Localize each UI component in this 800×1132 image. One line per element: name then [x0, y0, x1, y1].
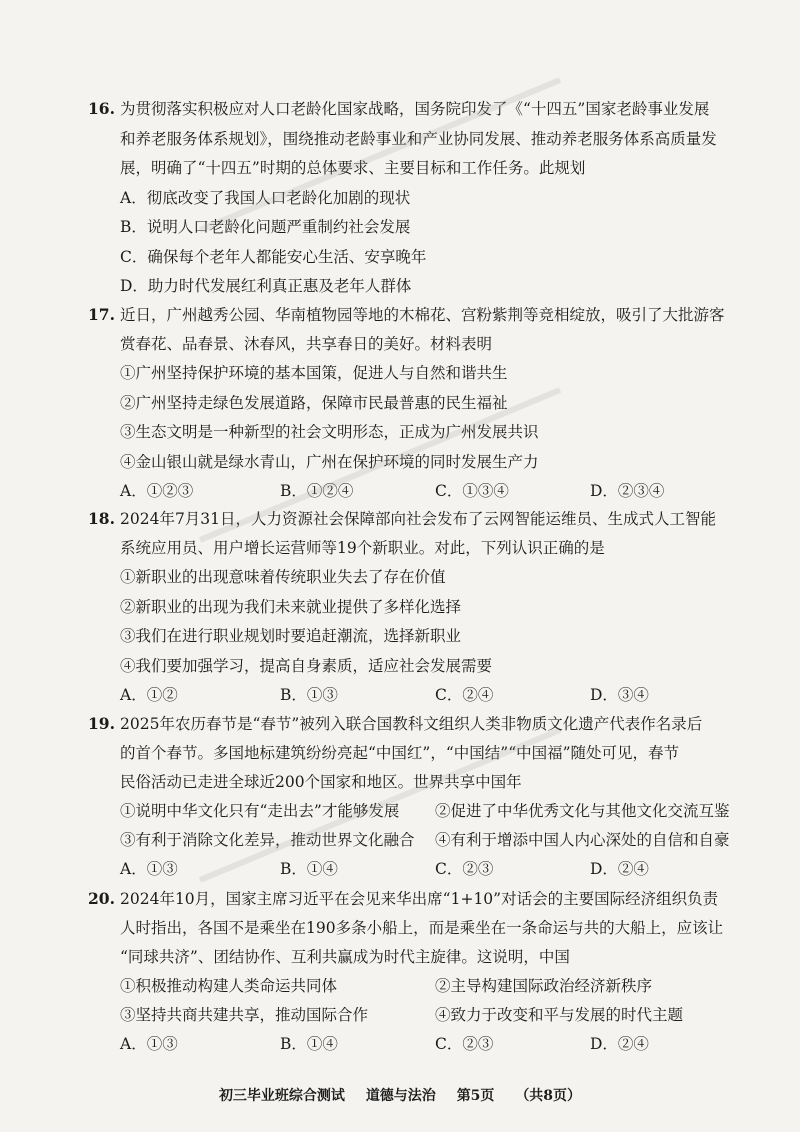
question-stem-line: 民俗活动已走进全球近200个国家和地区。世界共享中国年 — [120, 773, 522, 791]
exam-title: 初三毕业班综合测试 — [218, 1088, 345, 1104]
question-stem-line: 展，明确了“十四五”时期的总体要求、主要目标和工作任务。此规划 — [120, 159, 586, 177]
answer-choice: B．①③ — [280, 686, 338, 704]
answer-choice: D．②④ — [590, 860, 649, 878]
answer-option: B．说明人口老龄化问题严重制约社会发展 — [120, 218, 411, 236]
question-stem-line: 2024年10月，国家主席习近平在会见来华出席“1+10”对话会的主要国际经济组织负责 — [120, 890, 719, 908]
question-stem-line: 为贯彻落实积极应对人口老龄化国家战略，国务院印发了《“十四五”国家老龄事业发展 — [120, 100, 710, 118]
page-footer — [0, 1085, 800, 1105]
page-number: 第5页 — [456, 1088, 495, 1104]
statement-item: ③有利于消除文化差异，推动世界文化融合 — [120, 831, 415, 849]
statement-item: ②广州坚持走绿色发展道路，保障市民最普惠的民生福祉 — [120, 394, 508, 412]
question-number: 18. — [88, 509, 115, 528]
statement-item: ③生态文明是一种新型的社会文明形态，正成为广州发展共识 — [120, 423, 539, 441]
statement-item: ④有利于增添中国人内心深处的自信和自豪 — [435, 831, 730, 849]
question-number: 20. — [88, 889, 115, 908]
question-stem-line: 人时指出，各国不是乘坐在190多条小船上，而是乘坐在一条命运与共的大船上，应该让 — [120, 919, 724, 937]
statement-item: ②促进了中华优秀文化与其他文化交流互鉴 — [435, 802, 730, 820]
answer-choice: D．②③④ — [590, 482, 665, 500]
statement-item: ④金山银山就是绿水青山，广州在保护环境的同时发展生产力 — [120, 453, 539, 471]
statement-item: ③坚持共商共建共享，推动国际合作 — [120, 1006, 369, 1024]
answer-choice: A．①②③ — [120, 482, 194, 500]
answer-choice: D．③④ — [590, 686, 649, 704]
statement-item: ③我们在进行职业规划时要追赶潮流，选择新职业 — [120, 627, 462, 645]
answer-choice: A．①③ — [120, 1035, 178, 1053]
statement-item: ①广州坚持保护环境的基本国策，促进人与自然和谐共生 — [120, 364, 508, 382]
answer-choice: A．①② — [120, 686, 178, 704]
statement-item: ①新职业的出现意味着传统职业失去了存在价值 — [120, 568, 446, 586]
question-stem-line: 近日，广州越秀公园、华南植物园等地的木棉花、宫粉紫荆等竞相绽放，吸引了大批游客 — [120, 306, 725, 324]
question-stem-line: “同球共济”、团结协作、互利共赢成为时代主旋律。这说明，中国 — [120, 948, 570, 966]
answer-choice: A．①③ — [120, 860, 178, 878]
answer-choice: B．①②④ — [280, 482, 354, 500]
question-number: 16. — [88, 99, 115, 118]
statement-item: ④致力于改变和平与发展的时代主题 — [435, 1006, 684, 1024]
page-total: （共8页） — [515, 1088, 582, 1104]
statement-item: ①积极推动构建人类命运共同体 — [120, 977, 338, 995]
question-stem-line: 的首个春节。多国地标建筑纷纷亮起“中国红”，“中国结”“中国福”随处可见，春节 — [120, 744, 680, 762]
statement-item: ②主导构建国际政治经济新秩序 — [435, 977, 653, 995]
question-number: 19. — [88, 714, 115, 733]
answer-option: D．助力时代发展红利真正惠及老年人群体 — [120, 277, 412, 295]
question-stem-line: 2025年农历春节是“春节”被列入联合国教科文组织人类非物质文化遗产代表作名录后 — [120, 715, 703, 733]
answer-choice: C．②③ — [435, 860, 494, 878]
answer-choice: C．②③ — [435, 1035, 494, 1053]
answer-choice: B．①④ — [280, 860, 338, 878]
answer-choice: C．①③④ — [435, 482, 509, 500]
answer-option: C．确保每个老年人都能安心生活、安享晚年 — [120, 248, 427, 266]
question-stem-line: 和养老服务体系规划》，围绕推动老龄事业和产业协同发展、推动养老服务体系高质量发 — [120, 130, 717, 148]
answer-choice: C．②④ — [435, 686, 494, 704]
question-stem-line: 2024年7月31日，人力资源社会保障部向社会发布了云网智能运维员、生成式人工智能 — [120, 510, 717, 528]
statement-item: ②新职业的出现为我们未来就业提供了多样化选择 — [120, 598, 462, 616]
answer-choice: B．①④ — [280, 1035, 338, 1053]
answer-option: A．彻底改变了我国人口老龄化加剧的现状 — [120, 189, 411, 207]
answer-choice: D．②④ — [590, 1035, 649, 1053]
subject-name: 道德与法治 — [365, 1088, 436, 1104]
question-stem-line: 赏春花、品春景、沐春风，共享春日的美好。材料表明 — [120, 335, 493, 353]
statement-item: ④我们要加强学习，提高自身素质，适应社会发展需要 — [120, 657, 493, 675]
question-number: 17. — [88, 305, 115, 324]
statement-item: ①说明中华文化只有“走出去”才能够发展 — [120, 802, 400, 820]
question-stem-line: 系统应用员、用户增长运营师等19个新职业。对此，下列认识正确的是 — [120, 539, 605, 557]
